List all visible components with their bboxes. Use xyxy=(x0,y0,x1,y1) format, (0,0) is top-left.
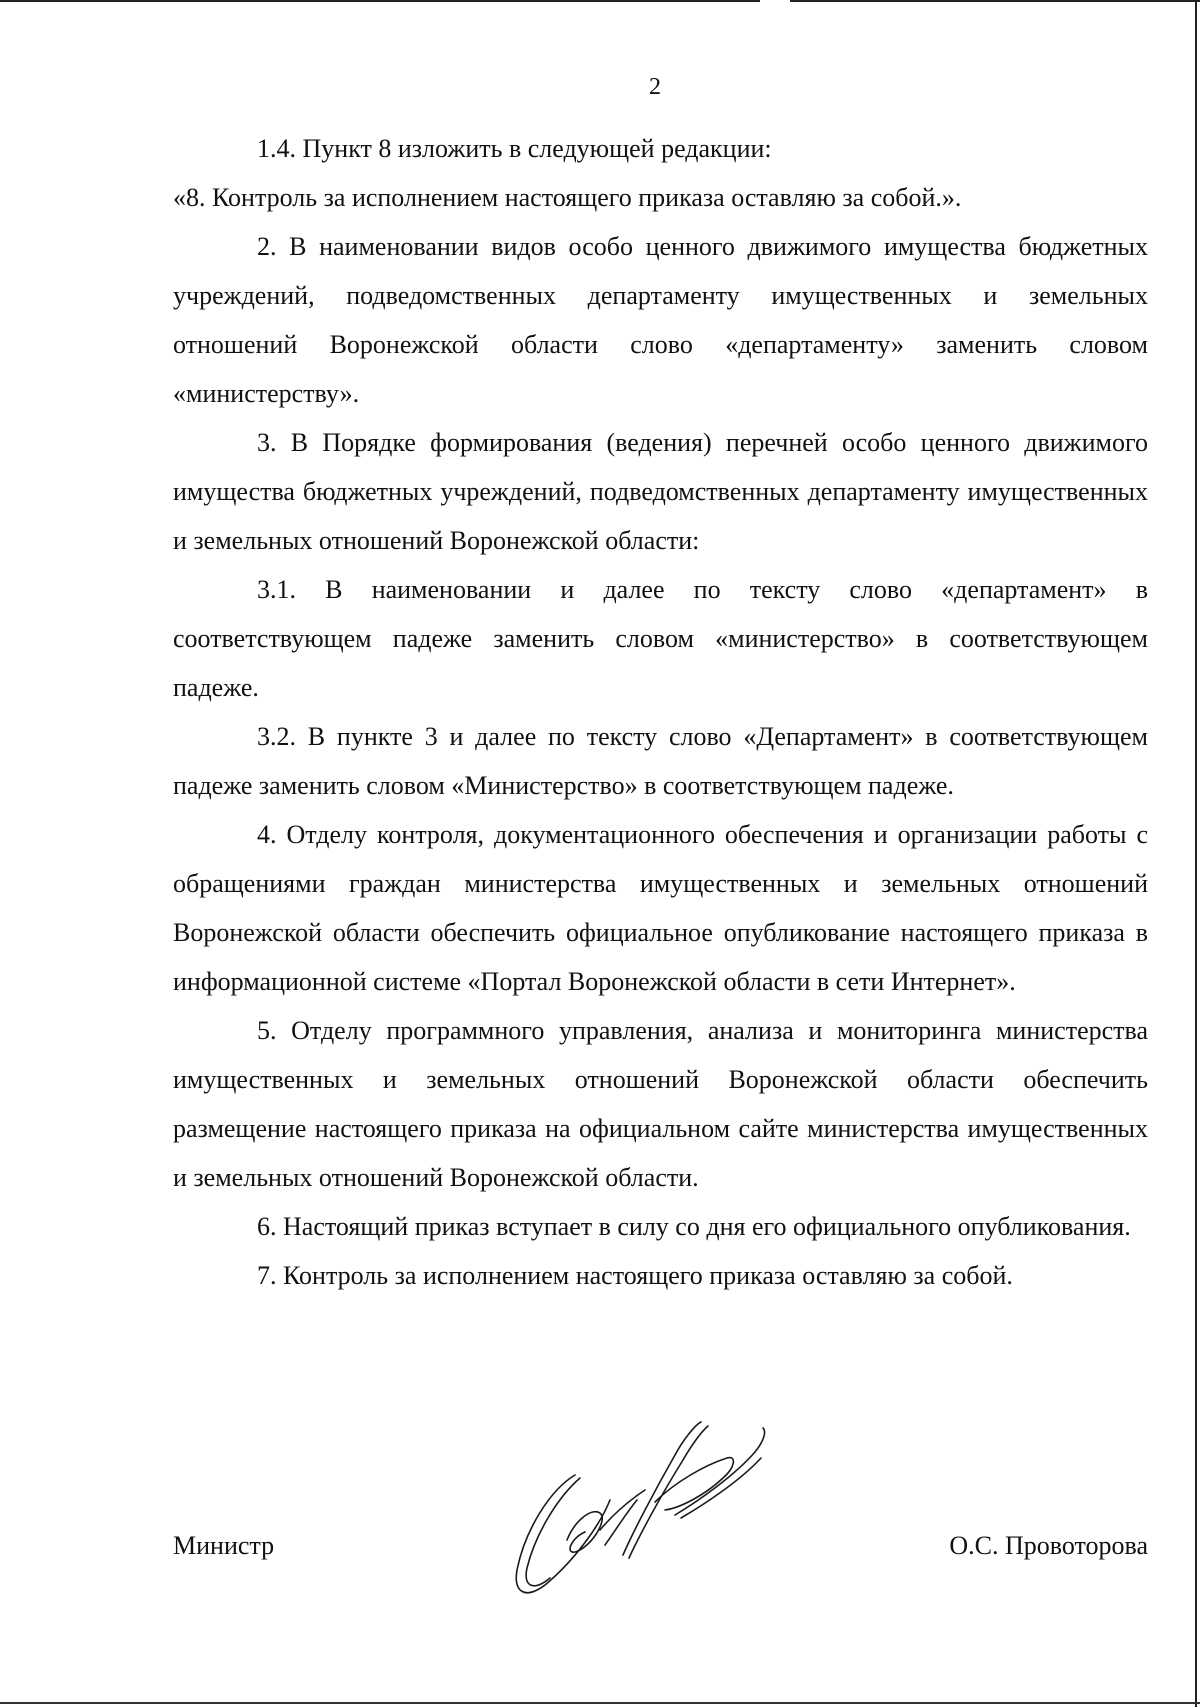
paragraph-5: 5. Отделу программного управления, анализа и мониторинга министерства имущественных и земельных отношений Воронежской области обеспечить размещение настоящего приказа на официальном сайте министерства имущественных и земельных отношений Воронежской области. xyxy=(173,1016,1148,1192)
paragraph-quoted-8: «8. Контроль за исполнением настоящего приказа оставляю за собой.». xyxy=(173,183,962,212)
paragraph-3: 3. В Порядке формирования (ведения) перечней особо ценного движимого имущества бюджетных учреждений, подведомственных департаменту имущественных и земельных отношений Воронежской области: xyxy=(173,428,1148,555)
page-number: 2 xyxy=(649,74,661,100)
paragraph-6: 6. Настоящий приказ вступает в силу со дня его официального опубликования. xyxy=(257,1212,1131,1241)
scan-border-right xyxy=(1195,0,1197,1707)
document-body xyxy=(173,124,1148,1300)
handwritten-signature xyxy=(505,1420,785,1620)
paragraph-1-4: 1.4. Пункт 8 изложить в следующей редакции: xyxy=(257,134,772,163)
signer-name: О.С. Провоторова xyxy=(949,1531,1148,1560)
paragraph-2: 2. В наименовании видов особо ценного движимого имущества бюджетных учреждений, подведомственных департаменту имущественных и земельных отношений Воронежской области слово «департаменту» заменить словом «министерству». xyxy=(173,232,1148,408)
paragraph-4: 4. Отделу контроля, документационного обеспечения и организации работы с обращениями граждан министерства имущественных и земельных отношений Воронежской области обеспечить официальное опубликование настоящего приказа в информационной системе «Портал Воронежской области в сети Интернет». xyxy=(173,820,1148,996)
paragraph-3-1: 3.1. В наименовании и далее по тексту слово «департамент» в соответствующем падеже заменить словом «министерство» в соответствующем падеже. xyxy=(173,575,1148,702)
scan-border-top xyxy=(0,0,1200,2)
paragraph-7: 7. Контроль за исполнением настоящего приказа оставляю за собой. xyxy=(257,1261,1013,1290)
scan-border-bottom xyxy=(0,1702,1200,1704)
signer-position: Министр xyxy=(173,1531,275,1560)
paragraph-3-2: 3.2. В пункте 3 и далее по тексту слово «Департамент» в соответствующем падеже заменить словом «Министерство» в соответствующем падеже. xyxy=(173,722,1148,800)
